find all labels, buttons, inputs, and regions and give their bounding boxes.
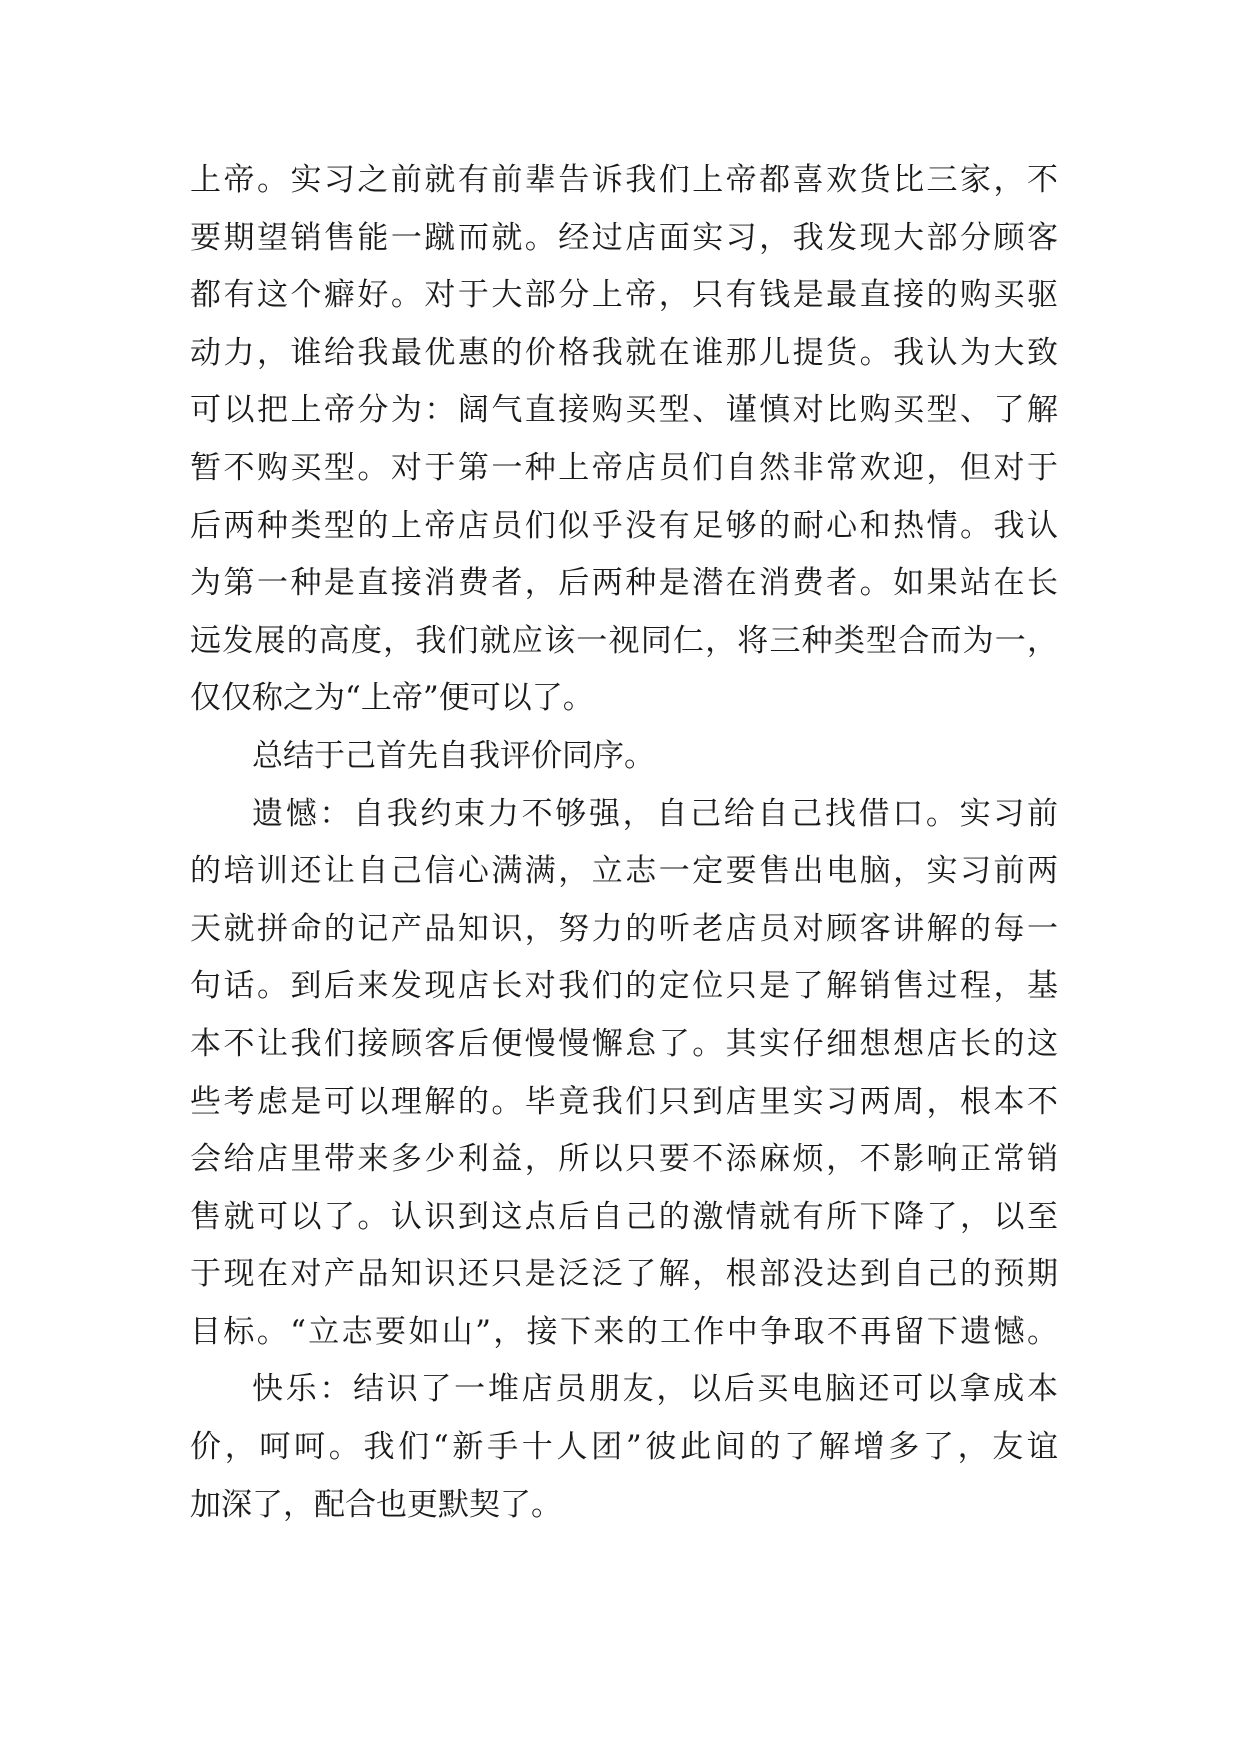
paragraph-summary-heading [190,728,1058,786]
text-line: 加深了，配合也更默契了。 [190,1486,562,1523]
text-line: 目标。“立志要如山”，接下来的工作中争取不再留下遗憾。 [190,1313,1058,1350]
document-body [190,152,1058,1534]
text-line: 都有这个癖好。对于大部分上帝，只有钱是最直接的购买驱 [190,277,1058,314]
text-line: 仅仅称之为“上帝”便可以了。 [190,680,594,717]
text-line: 总结于己首先自我评价同序。 [252,737,655,774]
text-line: 暂不购买型。对于第一种上帝店员们自然非常欢迎，但对于 [190,449,1058,486]
text-line: 遗憾：自我约束力不够强，自己给自己找借口。实习前 [252,795,1058,832]
text-line: 的培训还让自己信心满满，立志一定要售出电脑，实习前两 [190,853,1058,890]
text-line: 会给店里带来多少利益，所以只要不添麻烦，不影响正常销 [190,1141,1058,1178]
text-line: 要期望销售能一蹴而就。经过店面实习，我发现大部分顾客 [190,219,1058,256]
text-line: 可以把上帝分为：阔气直接购买型、谨慎对比购买型、了解 [190,392,1058,429]
text-line: 句话。到后来发现店长对我们的定位只是了解销售过程，基 [190,968,1058,1005]
text-line: 售就可以了。认识到这点后自己的激情就有所下降了，以至 [190,1198,1058,1235]
paragraph-customer-types [190,152,1058,728]
text-line: 于现在对产品知识还只是泛泛了解，根部没达到自己的预期 [190,1256,1058,1293]
text-line: 动力，谁给我最优惠的价格我就在谁那儿提货。我认为大致 [190,334,1058,371]
text-line: 上帝。实习之前就有前辈告诉我们上帝都喜欢货比三家，不 [190,162,1058,198]
text-line: 价，呵呵。我们“新手十人团”彼此间的了解增多了，友谊 [190,1429,1058,1466]
text-line: 本不让我们接顾客后便慢慢懈怠了。其实仔细想想店长的这 [190,1025,1058,1062]
paragraph-happiness [190,1361,1058,1534]
text-line: 远发展的高度，我们就应该一视同仁，将三种类型合而为一， [190,622,1058,659]
text-line: 为第一种是直接消费者，后两种是潜在消费者。如果站在长 [190,565,1058,602]
text-line: 天就拼命的记产品知识，努力的听老店员对顾客讲解的每一 [190,910,1058,947]
text-line: 快乐：结识了一堆店员朋友，以后买电脑还可以拿成本 [252,1371,1058,1408]
paragraph-regret [190,786,1058,1362]
text-line: 后两种类型的上帝店员们似乎没有足够的耐心和热情。我认 [190,507,1058,544]
text-line: 些考虑是可以理解的。毕竟我们只到店里实习两周，根本不 [190,1083,1058,1120]
